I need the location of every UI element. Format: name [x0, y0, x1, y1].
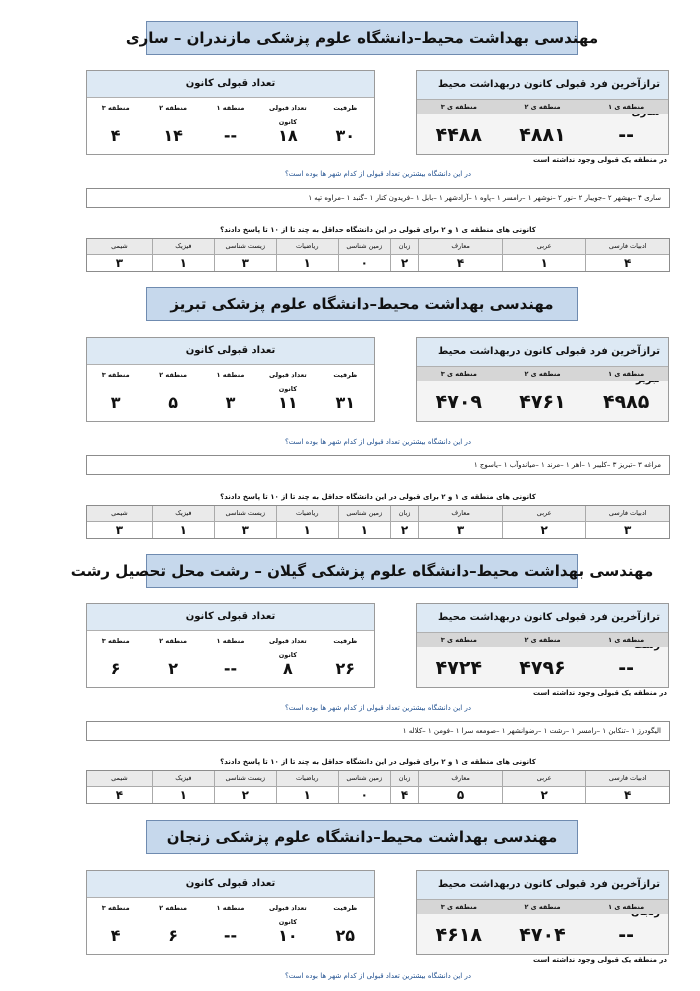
col-rank-region1: منطقه ی ۱: [584, 367, 668, 381]
subject-arabic: عربی: [503, 239, 586, 255]
region2-value: ۶: [168, 926, 178, 945]
rank-region3-value: ۴۴۸۸: [435, 124, 483, 146]
col-region3: منطقه ۳: [101, 637, 130, 645]
rank-region3-value: ۴۷۲۴: [435, 657, 483, 679]
subject-value: ۰: [360, 256, 368, 270]
col-capacity: ظرفیت: [333, 637, 358, 645]
city-question: در این دانشگاه بیشترین تعداد قبولی از کدام شهر ها بوده است؟: [285, 972, 471, 980]
col-rank-region1: منطقه ی ۱: [584, 633, 668, 647]
rank-title: ترازآخرین فرد قبولی کانون دربهداشت محیط: [417, 338, 668, 367]
subjects-question: کانونی های منطقه ی ۱ و ۲ برای قبولی در این دانشگاه حداقل به چند تا از ۱۰ تا پاسخ دادند؟: [220, 226, 536, 234]
col-region2: منطقه ۲: [159, 904, 188, 912]
region2-value: ۱۴: [163, 126, 183, 145]
subject-value: ۳: [115, 256, 124, 270]
col-region2: منطقه ۲: [159, 104, 188, 112]
col-region2: منطقه ۲: [159, 637, 188, 645]
region3-value: ۴: [110, 126, 121, 145]
col-rank-region3: منطقه ی ۳: [417, 633, 501, 647]
subject-value: ۱: [303, 523, 311, 537]
col-rank-region1: منطقه ی ۱: [584, 900, 668, 914]
col-region1: منطقه ۱: [216, 637, 245, 645]
subject-value: ۴: [624, 256, 632, 270]
subject-physics: فیزیک: [153, 239, 214, 255]
accepted-value: ۸: [283, 659, 293, 678]
col-accepted: تعداد قبولی کانون: [269, 371, 307, 393]
subject-english: زبان: [391, 239, 419, 255]
rank-table: [416, 603, 669, 688]
subject-value: ۴: [115, 788, 124, 802]
city-list: مراغه ۳ –تبریز ۳ –کلیبر ۱ –اهر ۱ –مرند ۱ –میاندوآب ۱ –یاسوج ۱: [86, 455, 670, 475]
subject-persian: ادبیات فارسی: [586, 506, 669, 522]
subject-religion: معارف: [419, 771, 502, 787]
subject-religion: معارف: [419, 239, 502, 255]
subject-math: ریاضیات: [277, 239, 338, 255]
subject-chemistry: شیمی: [87, 506, 152, 522]
subject-value: ۰: [360, 788, 368, 802]
capacity-table: [86, 603, 375, 688]
subject-biology: زیست شناسی: [215, 239, 276, 255]
subjects-table: [86, 770, 670, 804]
rank-region1-value: --: [618, 657, 635, 679]
col-region2: منطقه ۲: [159, 371, 188, 379]
region1-value: --: [223, 659, 238, 678]
col-rank-region3: منطقه ی ۳: [417, 367, 501, 381]
rank-table: [416, 870, 669, 955]
subject-value: ۱: [303, 256, 311, 270]
subject-geology: زمین شناسی: [339, 771, 390, 787]
subject-persian: ادبیات فارسی: [586, 239, 669, 255]
region3-value: ۶: [110, 659, 121, 678]
subject-geology: زمین شناسی: [339, 239, 390, 255]
subject-value: ۲: [241, 788, 249, 802]
subject-religion: معارف: [419, 506, 502, 522]
no-admission-note: در منطقه یک قبولی وجود نداشته است: [532, 156, 667, 164]
region3-value: ۴: [110, 926, 121, 945]
col-rank-region2: منطقه ی ۲: [501, 633, 585, 647]
rank-region3-value: ۴۶۱۸: [435, 924, 483, 946]
subject-value: ۳: [241, 523, 249, 537]
subject-chemistry: شیمی: [87, 239, 152, 255]
rank-region1-value: --: [618, 124, 635, 146]
col-accepted: تعداد قبولی کانون: [269, 904, 307, 926]
subject-value: ۲: [540, 523, 548, 537]
subject-physics: فیزیک: [153, 771, 214, 787]
col-region1: منطقه ۱: [216, 104, 245, 112]
capacity-title: تعداد قبولی کانون: [87, 871, 374, 898]
rank-title: ترازآخرین فرد قبولی کانون دربهداشت محیط: [417, 71, 668, 100]
col-rank-region2: منطقه ی ۲: [501, 900, 585, 914]
subject-physics: فیزیک: [153, 506, 214, 522]
rank-title: ترازآخرین فرد قبولی کانون دربهداشت محیط: [417, 604, 668, 633]
capacity-table: [86, 870, 375, 955]
city-question: در این دانشگاه بیشترین تعداد قبولی از کدام شهر ها بوده است؟: [285, 438, 471, 446]
col-accepted: تعداد قبولی کانون: [269, 637, 307, 659]
rank-region2-value: ۴۷۶۱: [519, 391, 566, 413]
col-region1: منطقه ۱: [216, 371, 245, 379]
section-title: مهندسی بهداشت محیط–دانشگاه علوم پزشکی گیلان – رشت محل تحصیل رشت: [146, 554, 578, 588]
subject-value: ۳: [456, 523, 465, 537]
region1-value: --: [223, 126, 238, 145]
subject-persian: ادبیات فارسی: [586, 771, 669, 787]
subjects-table: [86, 238, 670, 272]
subjects-question: کانونی های منطقه ی ۱ و ۲ برای قبولی در این دانشگاه حداقل به چند تا از ۱۰ تا پاسخ دادند؟: [220, 758, 536, 766]
city-question: در این دانشگاه بیشترین تعداد قبولی از کدام شهر ها بوده است؟: [285, 704, 471, 712]
subject-value: ۱: [540, 256, 548, 270]
accepted-value: ۱۸: [278, 126, 298, 145]
city-list: ساری ۴ –بهشهر ۲ –جویبار ۲ –نور ۲ –نوشهر ۱ –رامسر ۱ –پاوه ۱ –آرادشهر ۱ –بابل ۱ –فریدون کنار ۱ –گنبد ۱ –مراوه تپه ۱: [86, 188, 670, 208]
subject-math: ریاضیات: [277, 506, 338, 522]
rank-title: ترازآخرین فرد قبولی کانون دربهداشت محیط: [417, 871, 668, 900]
col-capacity: ظرفیت: [333, 104, 358, 112]
col-rank-region2: منطقه ی ۲: [501, 100, 585, 114]
subject-chemistry: شیمی: [87, 771, 152, 787]
rank-region1-value: --: [618, 924, 635, 946]
subject-arabic: عربی: [503, 506, 586, 522]
capacity-value: ۳۱: [335, 393, 356, 412]
capacity-table: [86, 70, 375, 155]
subject-biology: زیست شناسی: [215, 771, 276, 787]
subject-value: ۲: [400, 256, 409, 270]
no-admission-note: در منطقه یک قبولی وجود نداشته است: [532, 689, 667, 697]
subject-value: ۲: [400, 523, 409, 537]
capacity-value: ۳۰: [335, 126, 356, 145]
city-question: در این دانشگاه بیشترین تعداد قبولی از کدام شهر ها بوده است؟: [285, 170, 471, 178]
subject-value: ۳: [115, 523, 124, 537]
col-capacity: ظرفیت: [333, 371, 358, 379]
col-accepted: تعداد قبولی کانون: [269, 104, 307, 126]
subject-value: ۱: [303, 788, 311, 802]
subject-value: ۲: [540, 788, 548, 802]
subject-biology: زیست شناسی: [215, 506, 276, 522]
subjects-table: [86, 505, 670, 539]
col-region3: منطقه ۳: [101, 904, 130, 912]
col-region3: منطقه ۳: [101, 104, 130, 112]
subject-value: ۱: [360, 523, 368, 537]
accepted-value: ۱۰: [278, 926, 298, 945]
col-rank-region2: منطقه ی ۲: [501, 367, 585, 381]
city-list: الیگودرز ۱ –تنکابن ۱ –رامسر ۱ –رشت ۱ –رضوانشهر ۱ –صومعه سرا ۱ –فومن ۱ –کلاله ۱: [86, 721, 670, 741]
subject-arabic: عربی: [503, 771, 586, 787]
subject-value: ۱: [179, 523, 187, 537]
region2-value: ۲: [168, 659, 178, 678]
capacity-value: ۲۶: [335, 659, 356, 678]
subject-value: ۴: [624, 788, 632, 802]
section-title: مهندسی بهداشت محیط–دانشگاه علوم پزشکی زنجان: [146, 820, 578, 854]
subject-value: ۴: [456, 256, 465, 270]
section-title: مهندسی بهداشت محیط–دانشگاه علوم پزشکی تبریز: [146, 287, 578, 321]
capacity-title: تعداد قبولی کانون: [87, 338, 374, 365]
region1-value: --: [223, 926, 238, 945]
capacity-table: [86, 337, 375, 422]
subject-value: ۴: [400, 788, 409, 802]
col-rank-region1: منطقه ی ۱: [584, 100, 668, 114]
rank-region2-value: ۴۸۸۱: [519, 124, 566, 146]
rank-region2-value: ۴۷۹۶: [519, 657, 566, 679]
subject-english: زبان: [391, 506, 419, 522]
subjects-question: کانونی های منطقه ی ۱ و ۲ برای قبولی در این دانشگاه حداقل به چند تا از ۱۰ تا پاسخ دادند؟: [220, 493, 536, 501]
col-rank-region3: منطقه ی ۳: [417, 100, 501, 114]
capacity-title: تعداد قبولی کانون: [87, 71, 374, 98]
accepted-value: ۱۱: [278, 393, 298, 412]
capacity-value: ۲۵: [335, 926, 356, 945]
col-rank-region3: منطقه ی ۳: [417, 900, 501, 914]
subject-english: زبان: [391, 771, 419, 787]
region1-value: ۳: [225, 393, 236, 412]
subject-value: ۳: [241, 256, 249, 270]
col-region3: منطقه ۳: [101, 371, 130, 379]
subject-value: ۱: [179, 256, 187, 270]
subject-value: ۳: [624, 523, 632, 537]
rank-table: [416, 337, 669, 422]
no-admission-note: در منطقه یک قبولی وجود نداشته است: [532, 956, 667, 964]
capacity-title: تعداد قبولی کانون: [87, 604, 374, 631]
subject-geology: زمین شناسی: [339, 506, 390, 522]
section-title: مهندسی بهداشت محیط–دانشگاه علوم پزشکی مازندران – ساری: [146, 21, 578, 55]
rank-table: [416, 70, 669, 155]
col-capacity: ظرفیت: [333, 904, 358, 912]
rank-region1-value: ۴۹۸۵: [602, 391, 650, 413]
subject-math: ریاضیات: [277, 771, 338, 787]
region2-value: ۵: [168, 393, 178, 412]
rank-region2-value: ۴۷۰۴: [519, 924, 566, 946]
subject-value: ۵: [456, 788, 465, 802]
subject-value: ۱: [179, 788, 187, 802]
rank-region3-value: ۴۷۰۹: [435, 391, 483, 413]
col-region1: منطقه ۱: [216, 904, 245, 912]
region3-value: ۳: [110, 393, 121, 412]
